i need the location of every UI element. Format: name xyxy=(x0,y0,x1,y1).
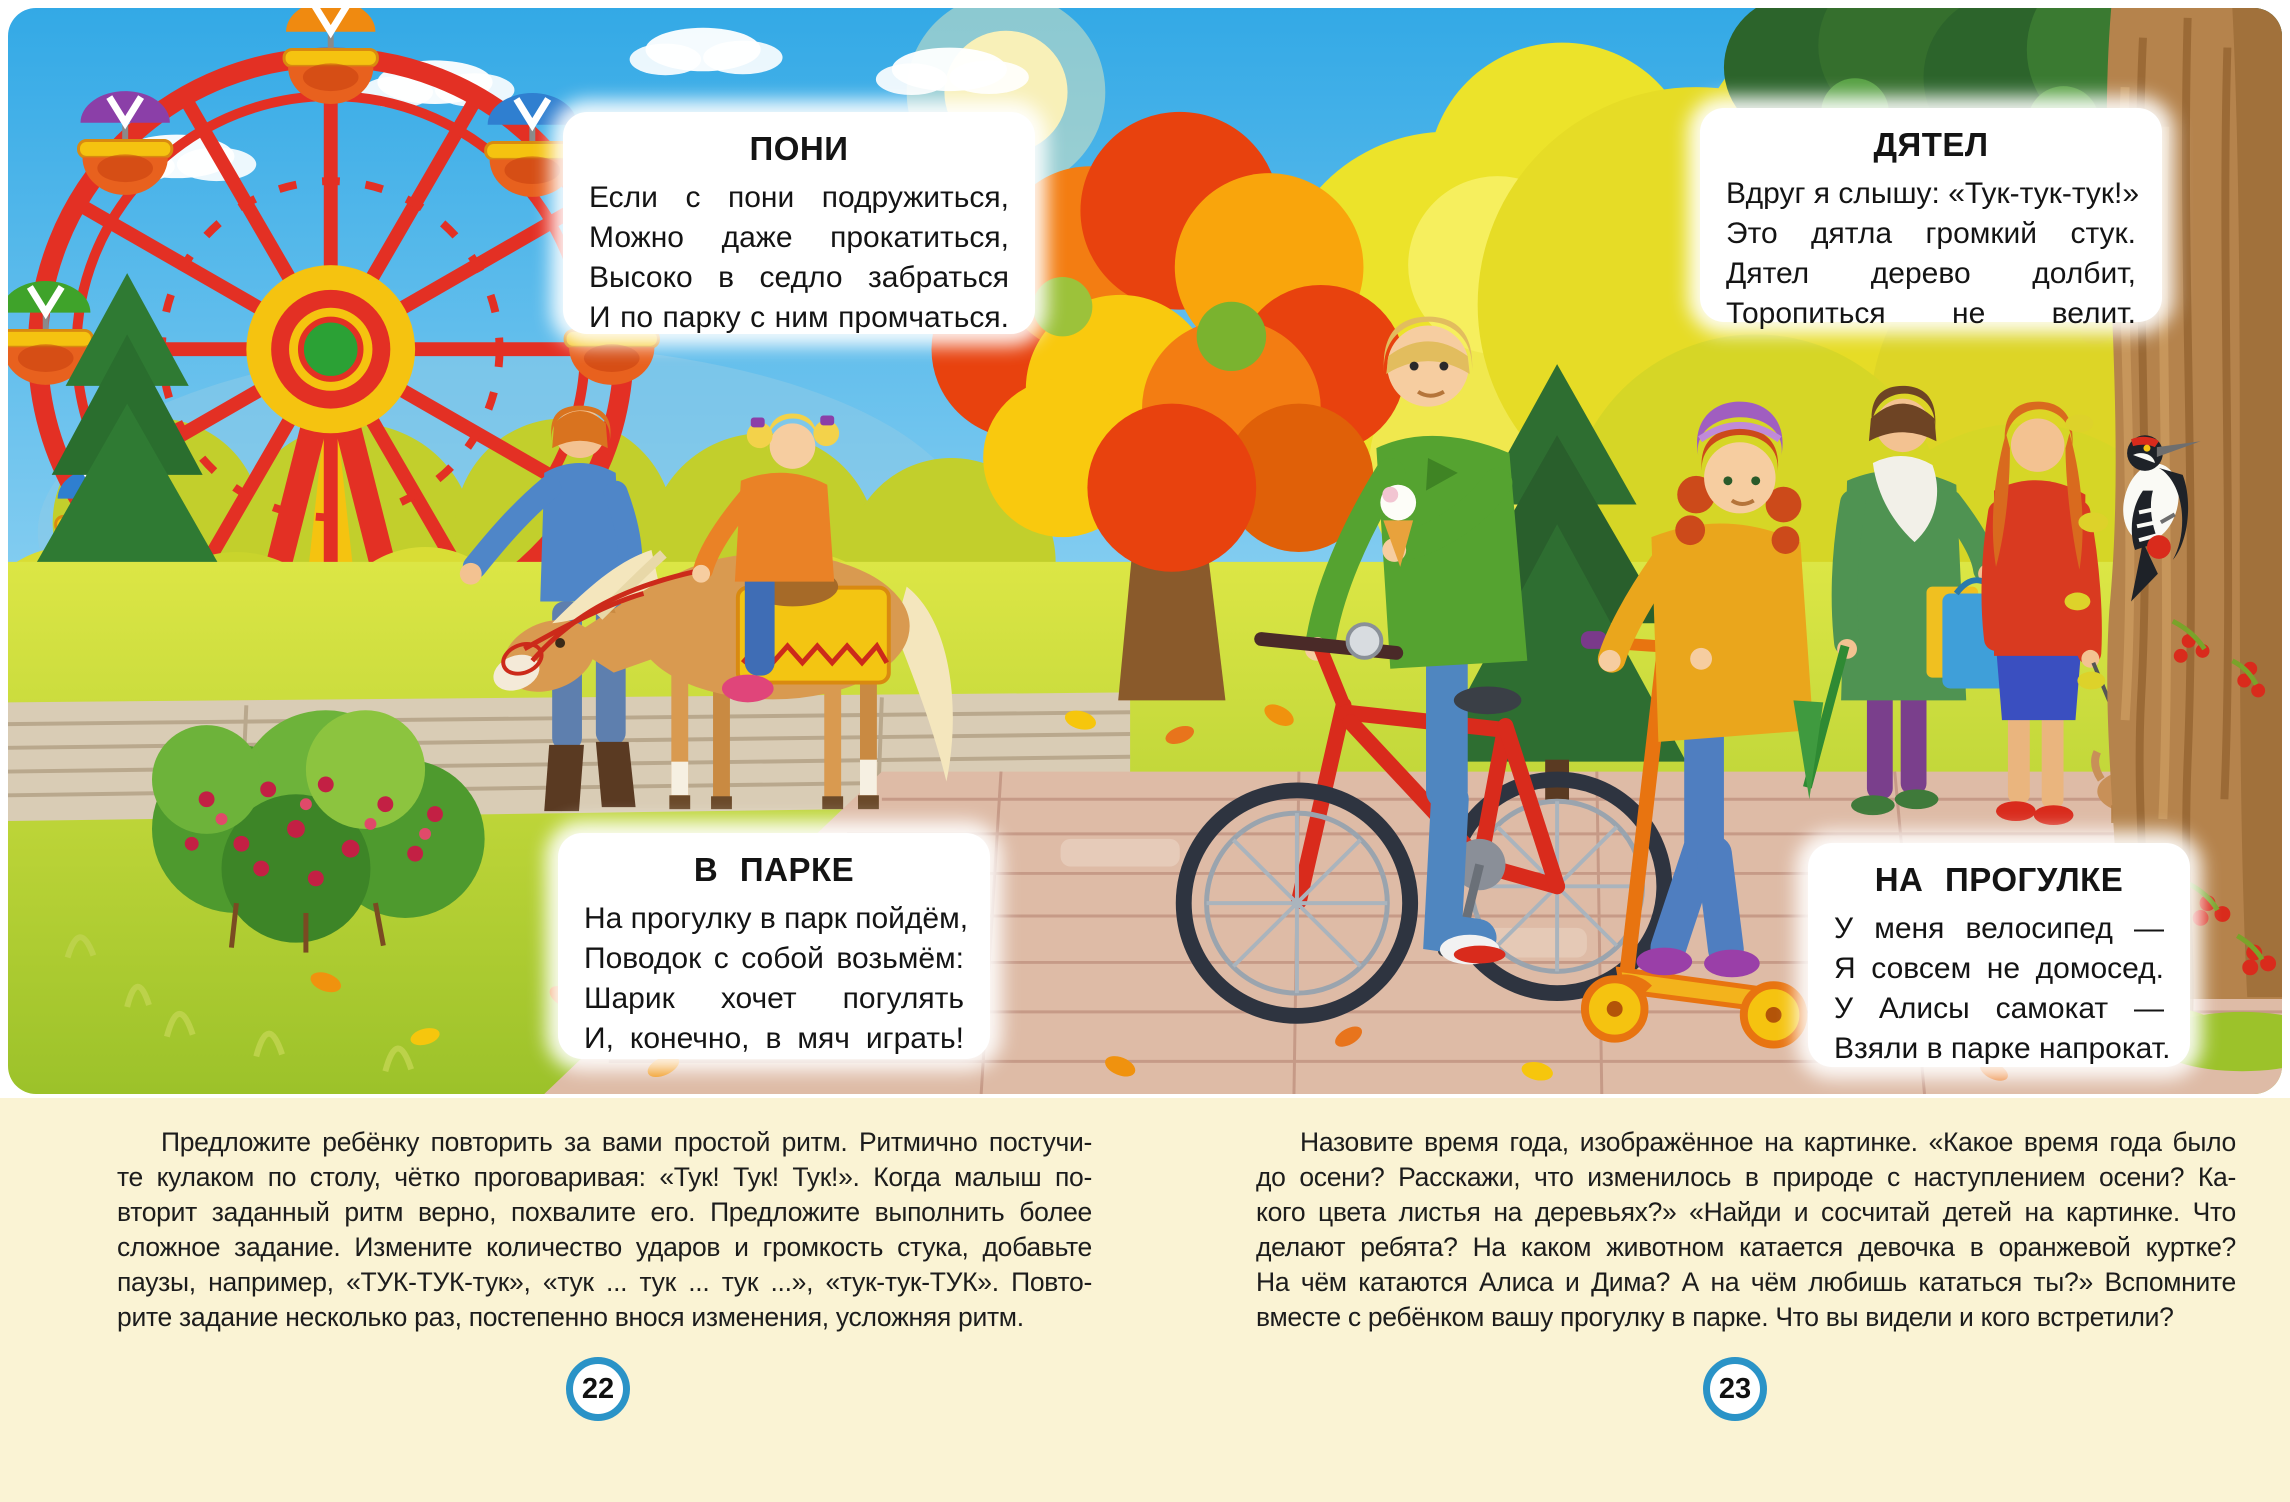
note-line: паузы, например, «ТУК-ТУК-тук», «тук ... тук ... тук ...», «тук-тук-ТУК». Повто- xyxy=(117,1267,1092,1297)
poem-line: И по парку с ним промчаться. xyxy=(589,301,1009,334)
poem-box-v-parke xyxy=(558,833,990,1059)
poem-title: ПОНИ xyxy=(749,130,849,167)
note-left-page xyxy=(117,1125,1092,1335)
note-line: кого цвета листья на деревьях?» «Найди и сосчитай детей на картинке. Что xyxy=(1256,1197,2236,1227)
poem-line: Шарик хочет погулять xyxy=(584,982,964,1015)
poem-line: Взяли в парке напрокат. xyxy=(1834,1032,2171,1065)
poem-line: Торопиться не велит. xyxy=(1726,297,2136,330)
note-line: Назовите время года, изображённое на картинке. «Какое время года было xyxy=(1300,1127,2236,1157)
note-line: сложное задание. Измените количество ударов и громкость стука, добавьте xyxy=(117,1232,1092,1262)
poem-line: Дятел дерево долбит, xyxy=(1726,257,2136,290)
note-line: вместе с ребёнком вашу прогулку в парке. Что вы видели и кого встретили? xyxy=(1256,1302,2174,1332)
page-number-right: 23 xyxy=(1703,1357,1767,1421)
note-line: вторит заданный ритм верно, похвалите его. Предложите выполнить более xyxy=(117,1197,1092,1227)
poem-line: Можно даже прокатиться, xyxy=(589,221,1009,254)
note-line: На чём катаются Алиса и Дима? А на чём любишь кататься ты?» Вспомните xyxy=(1256,1267,2236,1297)
note-line: делают ребята? На каком животном катается девочка в оранжевой куртке? xyxy=(1256,1232,2236,1262)
poem-box-dyatel xyxy=(1700,108,2162,330)
poem-title: НА ПРОГУЛКЕ xyxy=(1874,861,2124,898)
poem-line: У Алисы самокат — xyxy=(1834,992,2164,1025)
poem-line: Поводок с собой возьмём: xyxy=(584,942,964,975)
note-line: рите задание несколько раз, постепенно внося изменения, усложняя ритм. xyxy=(117,1302,1024,1332)
poem-line: Это дятла громкий стук. xyxy=(1726,217,2136,250)
poem-title: В ПАРКЕ xyxy=(693,851,855,888)
poem-line: Если с пони подружиться, xyxy=(589,181,1009,214)
note-line: Предложите ребёнку повторить за вами простой ритм. Ритмично постучи- xyxy=(161,1127,1092,1157)
note-line: те кулаком по столу, чётко проговаривая: «Тук! Тук! Тук!». Когда малыш по- xyxy=(117,1162,1092,1192)
note-right-page xyxy=(1256,1125,2236,1335)
poem-box-poni xyxy=(563,112,1035,334)
parent-notes-area xyxy=(0,1098,2290,1502)
poem-line: Я совсем не домосед. xyxy=(1834,952,2164,985)
poem-line: Высоко в седло забраться xyxy=(589,261,1009,294)
poem-title: ДЯТЕЛ xyxy=(1873,126,1989,163)
poem-line: И, конечно, в мяч играть! xyxy=(584,1022,964,1055)
note-line: до осени? Расскажи, что изменилось в природе с наступлением осени? Ка- xyxy=(1256,1162,2236,1192)
poem-line: У меня велосипед — xyxy=(1834,912,2164,945)
poem-line: На прогулку в парк пойдём, xyxy=(584,902,969,935)
poem-box-na-progulke xyxy=(1808,843,2190,1067)
poem-line: Вдруг я слышу: «Тук-тук-тук!» xyxy=(1726,177,2140,210)
page-number-left: 22 xyxy=(566,1357,630,1421)
